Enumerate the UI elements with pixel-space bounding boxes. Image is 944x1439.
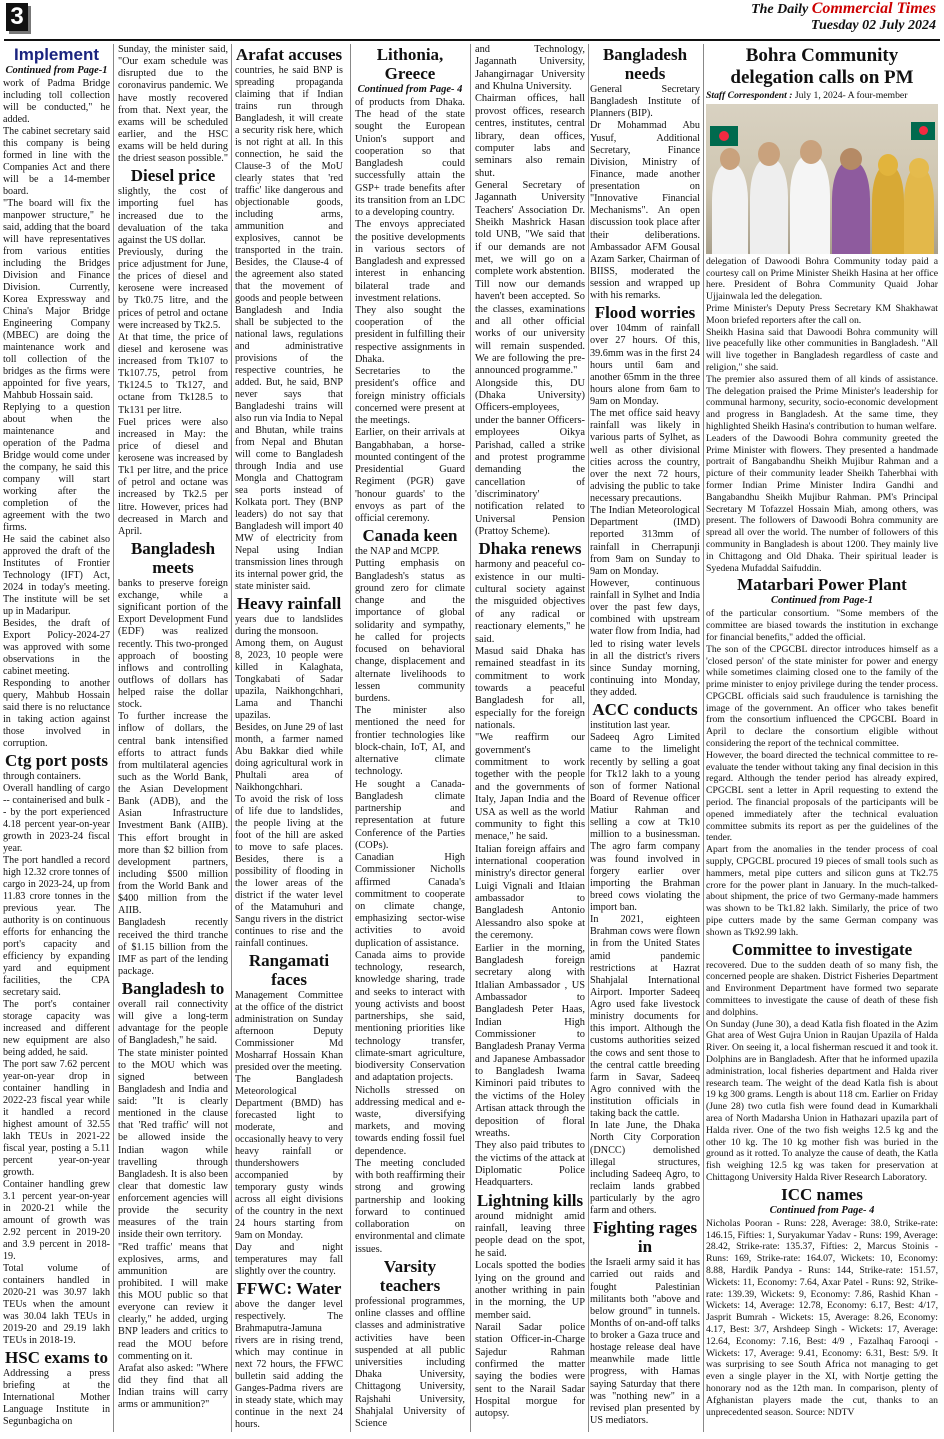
paragraph: They also sought the cooperation of the president in fulfilling their respective assignments in Dhaka. — [355, 304, 465, 365]
paragraph: However, the board directed the technical committee to re-evaluate the tender without taking any final decision in this regard. Although the tender period has already expired, CPGCBL sent a letter in April requesting to extend the period. The financial proposals of the participants will be opened immediately after the technical evaluation committee submits its report as per the guidelines of the tender. — [706, 749, 938, 844]
column-divider — [703, 44, 704, 1432]
paragraph: The cabinet secretary said this company is being formed in line with the Companies Act and there will be a 14-member board. — [3, 126, 110, 197]
bangladesh-flag — [911, 122, 935, 140]
publication-name — [751, 0, 936, 18]
headline-committee-investigate: Committee to investigate — [731, 939, 913, 959]
paragraph: harmony and peaceful co-existence in our multi-cultural society against the misguided objectives of any radical or reactionary elements," he said. — [475, 559, 585, 645]
paragraph: On Sunday (June 30), a dead Katla fish floated in the Azim Ghat area of West Gujra Union in Raujan Upazila of Halda River. On seeing it, a local fisherman rescued it and took it. Dolphins are in Bangladesh. After that he informed upazila administration, local fisheries department and Halda river research team. The weight of the dead Katla fish is about 19 kg 300 grams. Length is about 118 cm. Earlier on Friday (June 28) two cutla fish were found dead in Kumarkhali area of North Madarsha Union in Hathazari upazila part of Halda river. One of the two fish weighs 12.5 kg and the other 10 kg. The 10 kg mother fish was buried in the ground as it rotted. To analyze the cause of death, the Katla fish weighing 12.5 kg was taken for preservation at Chittagong University Halda River Research Laboratory. — [706, 1018, 938, 1183]
person-head — [840, 148, 862, 170]
paragraph: At that time, the price of diesel and kerosene was increased from Tk107 to Tk107.75, petrol from Tk124.5 to Tk127, and octane from Tk128.5 to Tk131 per litre. — [118, 331, 228, 416]
continued-note: Continued from Page- 4 — [769, 1204, 875, 1216]
paragraph: Leaders of the Dawoodi Bohra community greeted the Prime Minister with flowers. They presented a handmade portrait of Bangabandhu Sheikh Mujibur Rahman and a picture of their community leader Sheikh Taherbhai with former Indian Prime Minister Indira Gandhi and Bangabandhu Sheikh Mujibur Rahman. PM's Principal Secretary M Tofazzel Hossain Miah, among others, was present. The followers of Dawoodi Bohra community are spread all over the world. The number of followers of this community in Bangladesh is about 1200. They mainly live in Chittagong and Old Dhaka. Their spiritual leader is Syedena Mufaddal Saifuddin. — [706, 432, 938, 574]
paragraph: Nicholas Pooran - Runs: 228, Average: 38.0, Strike-rate: 146.15, Fifties: 1, Suryakumar Yadav - Runs: 199, Average: 28.42, Strike-rate: 135.37, Fifties: 2, Marcus Stoinis - Runs: 169, Strike-rate: 164.07, Wickets: 10, Economy: 8.88, Hardik Pandya - Runs: 144, Strike-rate: 151.57, Wickets: 11, Economy: 7.64, Axar Patel - Runs: 92, Strike-rate: 139.39, Wickets: 9, Economy: 7.86, Rashid Khan - Wickets: 14, Average: 12.78, Economy: 6.17, Best: 4/17, Jasprit Bumrah - Wickets: 15, Average: 8.26, Economy: 4.17, Best: 3/7, Arshdeep Singh - Wickets: 17, Average: 12.64, Economy: 7.16, Best: 4/9 , Fazalhaq Farooqi - Wickets: 17, Average: 9.41, Economy: 6.31, Best: 5/9. It was surprising to see South Africa not managing to get even a single player in the XI, with Nortje getting the honorary nod as the 12th man. In comparison, plenty of Afghanistan players made the cut, thanks to an unprecedented season. Source: NDTV — [706, 1217, 938, 1418]
paragraph: However, continuous rainfall in Sylhet and India over the past few days, combined with upstream water flow from India, had led to rising water levels in all the district's rivers since Sunday morning, continuing into Monday, they added. — [590, 577, 700, 698]
headline-lithonia-greece: Lithonia, Greece — [376, 45, 444, 83]
paragraph: General Secretary of Jagannath University Teachers' Association Dr. Sheikh Mashrick Hasan told UNB, "We said that if our demands are not met, we will go on a complete work abstention. Till now our demands haven't been accepted. So the classes, examinations and all other official works of our university will remain suspended. We are following the pre-announced programme." — [475, 179, 585, 377]
paragraph: The state minister pointed to the MOU which was signed between Bangladesh and India and said: "It is clearly mentioned in the clause that 'Red traffic' will not be allowed inside the Indian wagon while travelling through Bangladesh. It is also been clear that domestic law enforcement agencies will provide the security measures of the train inside their own territory. — [118, 1047, 228, 1241]
paragraph: the Israeli army said it has carried out raids and fought Palestinian militants both "above and below ground" in tunnels. Months of on-and-off talks to broker a Gaza truce and hostage release deal have meanwhile made little progress, with Hamas saying Saturday that there was "nothing new" in a revised plan presented by US mediators. — [590, 1257, 700, 1426]
paragraph: of products from Dhaka. The head of the state sought the European Union's support and cooperation so that Bangladesh could successfully attain the GSP+ trade benefits after its transition from an LDC to a developing country. — [355, 97, 465, 219]
paragraph — [706, 90, 938, 102]
paragraph: recovered. Due to the sudden death of so many fish, the concerned people are shaken. District Fisheries Department and Environment Department have formed two separate committees to investigate the cause of death of these fish and dolphins. — [706, 959, 938, 1018]
column-1 — [3, 44, 110, 1428]
paragraph: The envoys appreciated the positive developments in various sectors of Bangladesh and expressed interest in enhancing bilateral trade and investment relations. — [355, 219, 465, 304]
paragraph: They also paid tributes to the victims of the attack at Diplomatic Police Headquarters. — [475, 1140, 585, 1189]
paragraph: countries, he said BNP is spreading propaganda claiming that if Indian trains run through Bangladesh, it will create a security risk here, which is not right at all. In this connection, he said the Clause-3 of the MoU clearly states that 'red traffic' like dangerous and objectionable goods, including arms, ammunition and explosives, cannot be transported in the train. Besides, the Clause-4 of the agreement also stated that the movement of goods and people between Bangladesh and India shall be subjected to the national laws, regulations and administrative provisions of the respective countries, he added. But, he said, BNP never says that Bangladeshi trains will also run via India to Nepal and Bhutan, while trains from Nepal and Bhutan will come to Bangladesh through India and use Mongla and Chattogram sea ports instead of Kolkata port. They (BNP leaders) do not say that Bangladesh will import 40 MW of electricity from Nepal using Indian transmission lines through its internal power grid, the state minister said. — [235, 65, 343, 592]
paragraph: In late June, the Dhaka North City Corporation (DNCC) demolished illegal structures, including Sadeeq Agro, to reclaim lands grabbed particularly by the agro farm and others. — [590, 1120, 700, 1217]
headline-bangladesh-to: Bangladesh to — [121, 979, 225, 998]
paragraph: "We reaffirm our government's commitment to work together with the people and the governments of Italy, Japan India and the USA as well as the world community to fight this menace," he said. — [475, 732, 585, 843]
person-head — [720, 148, 740, 170]
paragraph: Besides, on June 29 of last month, a farmer named Abu Bakkar died while doing agricultural work in Phultali area of Naikhongchhari. — [235, 722, 343, 793]
paragraph: Dr Mohammad Abu Yusuf, Additional Secretary, Finance Division, Ministry of Finance, made another presentation on "Innovative Financial Mechanisms". An open discussion took place after their deliberations. Ambassador AFM Gousal Azam Sarker, Chairman of BIISS, moderated the session and wrapped up with his remarks. — [590, 120, 700, 302]
paragraph: The son of the CPGCBL director introduces himself as a 'closed person' of the state minister for power and energy while sometimes claiming closed one to the family of the prime minister to enjoy privilege during the tender process. CPGCBL officials said such fraudulence is tarnishing the image of the government. An officer who takes benefit from the consortium influenced the CPGCBL Board in April to declare the consortium eligible without considering the report of the technical committee. — [706, 643, 938, 750]
paragraph: Nicholls stressed on addressing medical and e-waste, diversifying markets, and moving towards ending fossil fuel dependence. — [355, 1084, 465, 1157]
paragraph: The port's container storage capacity was increased and different new equipment are also being added, he said. — [3, 999, 110, 1058]
column-divider — [231, 44, 232, 1432]
paragraph: of the particular consortium. "Some members of the committee are biased towards the institution in exchange for financial benefits," added the official. — [706, 608, 938, 643]
person-head — [758, 142, 780, 166]
headline-canada-keen: Canada keen — [362, 526, 458, 546]
headline-fighting-rages: Fighting rages in — [592, 1218, 698, 1257]
headline-hsc-exams: HSC exams to — [5, 1348, 108, 1367]
paragraph: around midnight amid rainfall, leaving three people dead on the spot, he said. — [475, 1210, 585, 1259]
issue-date: Tuesday 02 July 2024 — [810, 18, 936, 33]
headline-varsity-teachers: Varsity teachers — [379, 1256, 441, 1295]
paragraph: Management Committee at the office of the district administration on Sunday afternoon Deputy Commissioner Md Mosharraf Hossain Khan presided over the meeting. — [235, 990, 343, 1073]
paragraph: Replying to a question about when the maintenance and operation of the Padma Bridge would come under the company, he said this company will start working after the completion of the agreement with the two firms. — [3, 402, 110, 533]
paragraph: slightly, the cost of importing fuel has increased due to the devaluation of the taka against the US dollar. — [118, 186, 228, 246]
paragraph: Bangladesh recently received the third tranche of $1.15 billion from the IMF as part of the lending package. — [118, 917, 228, 977]
news-photo — [706, 104, 938, 254]
headline-bangladesh-needs: Bangladesh needs — [602, 45, 688, 83]
continued-note: Continued from Page-1 — [770, 595, 874, 607]
paragraph: Among them, on August 8, 2023, 10 people were killed in Kalaghata, Tongkabati of Sadar upazila, Naikhongchhari, Lama and Thanchi upazilas. — [235, 638, 343, 721]
headline-lightning-kills: Lightning kills — [476, 1190, 584, 1210]
headline-bangladesh-meets: Bangladesh meets — [130, 538, 216, 577]
flag-disc — [719, 131, 729, 141]
column-5 — [475, 44, 585, 1421]
paragraph: In 2021, eighteen Brahman cows were flown in from the United States amid pandemic restrictions at Hazrat Shahjalal International Airport. Importer Sadeeq Agro used fake livestock ministry documents for this import. Although the customs authorities seized the cows and sent those to the central cattle breeding farm in Savar, Sadeeq Agro connived with the institution officials in taking back the cattle. — [590, 914, 700, 1120]
paragraph: The port saw 7.62 percent year-on-year drop in container handling in 2022-23 fiscal year while it handled a record highest amount of 32.55 lakh TEUs in 2021-22 fiscal year, posting a 5.11 percent year-on-year growth. — [3, 1059, 110, 1178]
paragraph: Chairman offices, hall provost offices, research centres, institutes, central library, dean offices, computer labs and seminars also remain shut. — [475, 93, 585, 179]
paragraph: The premier also assured them of all kinds of assistance. The delegation praised the Prime Minister's leadership for communal harmony, security, socio-economic development and progress in Bangladesh. At the same time, they highlighted Sheikh Hasina's contribution to human welfare. — [706, 373, 938, 432]
person-figure — [790, 156, 830, 254]
paragraph: above the danger level respectively. The Brahmaputra-Jamuna rivers are in rising trend, which may continue in next 72 hours, the FFWC bulletin said adding the Ganges-Padma rivers are in steady state, which may continue in the next 24 hours. — [235, 1299, 343, 1430]
person-figure — [712, 164, 748, 254]
paragraph: Sunday, the minister said, "Our exam schedule was disrupted due to the coronavirus pandemic. We have mostly recovered from that. Next year, the exams will be scheduled earlier, and the HSC exams will be held during the driest season possible." — [118, 44, 228, 165]
continued-note: Continued from Page-1 — [5, 65, 108, 76]
headline-implement: Implement — [13, 45, 100, 64]
paragraph: Italian foreign affairs and international cooperation ministry's director general Luigi Vignali and Itlaian ambassador to Bangladesh Antonio Alessandro also spoke at the ceremony. — [475, 843, 585, 942]
headline-arafat-accuses: Arafat accuses — [235, 45, 343, 64]
paragraph: The minister also mentioned the need for frontier technologies like block-chain, IoT, AI, and alternative climate technology. — [355, 705, 465, 778]
paragraph: overall rail connectivity will give a long-term advantage for the people of Bangladesh," he said. — [118, 999, 228, 1047]
paragraph: Overall handling of cargo -- containerised and bulk -- by the port experienced 4.18 percent year-on-year growth in 2023-24 fiscal year. — [3, 783, 110, 854]
paragraph: Arafat also asked: "Where did they find that all Indian trains will carry arms or ammunition?" — [118, 1362, 228, 1411]
paragraph: professional programmes, online classes and offline classes and administrative activities have been suspended at all public universities including Dhaka University, Chittagong University, Rajshahi University, Shahjalal University of Science — [355, 1295, 465, 1430]
paragraph: the NAP and MCPP. — [355, 546, 440, 558]
masthead — [751, 0, 936, 34]
paragraph: "The board will fix the manpower structure," he said, adding that the board will have representatives from various entities including the Bridges Division and Finance Division. Currently, Korea Expressway and China's Major Bridge Engineering Company (MBEC) are doing the maintenance work and toll collection of the bridges as the firms were appointed for five years, Mahbub Hossain said. — [3, 198, 110, 401]
paragraph: The met office said heavy rainfall was likely in various parts of Sylhet, as well as other divisional cities across the country, over the next 72 hours, advising the public to take necessary precautions. — [590, 408, 700, 504]
paragraph: Secretaries to the president's office and foreign ministry officials concerned were present at the meetings. — [355, 366, 465, 427]
column-7 — [706, 44, 938, 1418]
paragraph: over 104mm of rainfall over 27 hours. Of this, 39.6mm was in the first 24 hours until 6am and another 65mm in the three hours alone from 6am to 9am on Monday. — [590, 323, 700, 407]
publication-prefix: The Daily — [751, 2, 809, 17]
column-4 — [355, 44, 465, 1430]
paragraph: Besides, the draft of Export Policy-2024-27 was approved with some observations in the cabinet meeting. — [3, 618, 110, 677]
headline-acc-conducts: ACC conducts — [592, 700, 698, 720]
column-6 — [590, 44, 700, 1427]
bangladesh-flag — [710, 126, 738, 146]
column-divider — [350, 44, 351, 1432]
paragraph: Earlier in the morning, Bangladesh foreign secretary along with Itlalian Ambassador , US Ambassador to Bangladesh Peter Haas, Indian High Commissioner to Bangladesh Pranay Verma and Japanese Ambassador to Bangladesh Iwama Kiminori paid tributes to the victims of the Holey Artisan attack through the deposition of floral wreaths. — [475, 942, 585, 1139]
paragraph: He sought a Canada-Bangladesh climate partnership and representation at future Conference of the Parties (COPs). — [355, 778, 465, 851]
dateline: July 1, 2024- A four-member — [792, 90, 908, 101]
paragraph: Locals spotted the bodies lying on the ground and another writhing in pain in the morning, the UP member said. — [475, 1260, 585, 1321]
headline-icc-names: ICC names — [781, 1184, 863, 1204]
headline-rangamati-faces: Rangamati faces — [248, 951, 330, 989]
paragraph: Masud said Dhaka has remained steadfast in its commitment to work towards a peaceful Bangladesh for all, especially for the foreign nationals. — [475, 645, 585, 732]
headline-ctg-port: Ctg port posts — [5, 751, 108, 770]
person-figure — [872, 166, 904, 254]
paragraph: Prime Minister's Deputy Press Secretary KM Shakhawat Moon briefed reporters after the call on. — [706, 302, 938, 326]
person-head — [878, 154, 898, 176]
headline-ffwc-water: FFWC: Water — [236, 1279, 342, 1298]
continued-note: Continued from Page- 4 — [357, 84, 463, 95]
paragraph: "Red traffic' means that explosives, arms, and ammunition are prohibited. I will make this MOU public so that everyone can review it clearly," he added, urging BNP leaders and critics to read the MOU before commenting on it. — [118, 1241, 228, 1362]
column-divider — [588, 44, 589, 1432]
paragraph: Addressing a press briefing at the International Mother Language Institute in Segunbagicha on — [3, 1368, 110, 1427]
paragraph: work of Padma Bridge including toll collection will be conducted," he added. — [3, 78, 110, 125]
paragraph: The Indian Meteorological Department (IMD) reported 313mm of rainfall in Cherrapunji from 9am on Sunday to 9am on Monday. — [590, 505, 700, 577]
person-figure — [904, 168, 934, 254]
paragraph: Sadeeq Agro Limited came to the limelight recently by selling a goat for Tk12 lakh to a young son of former National Board of Revenue officer Matiur Rahman and selling a cow at Tk10 million to a businessman. The agro farm company was found involved in forgery earlier over importing the Brahman breed cows violating the import ban. — [590, 732, 700, 913]
headline-dhaka-renews: Dhaka renews — [478, 539, 582, 559]
paragraph: Container handling grew 3.1 percent year-on-year in 2020-21 while the amount of growth was 2.92 percent in 2019-20 and 3.9 percent in 2018-19. — [3, 1179, 110, 1262]
page-header — [0, 0, 944, 40]
paragraph: Previously, during the price adjustment for June, the prices of diesel and kerosene were increased by Tk0.75 litre, and the prices of petrol and octane were increased by Tk2.5. — [118, 246, 228, 331]
flag-disc — [919, 126, 928, 135]
paragraph: Day and night temperatures may fall slightly over the country. — [235, 1242, 343, 1277]
paragraph: The port handled a record high 12.32 crore tonnes of cargo in 2023-24, up from 11.83 crore tonnes in the previous year. The authority is on continuous efforts for enhancing the port's capacity and efficiency by expanding yard and equipment facilities, the CPA secretary said. — [3, 855, 110, 998]
paragraph: Sheikh Hasina said that Dawoodi Bohra community will live peacefully like other communities in Bangladesh. "All will live together in Bangladesh regardless of caste and religion," she said. — [706, 326, 938, 373]
paragraph: To avoid the risk of loss of life due to landslides, the people living at the foot of the hill are asked to move to safe places. Besides, there is a possibility of flooding in the lower areas of the district if the water level of the Matamuhuri and Sangu rivers in the district continues to rise and the rainfall continues. — [235, 794, 343, 949]
paragraph: through containers. — [3, 771, 81, 782]
paragraph: Canadian High Commissioner Nicholls affirmed Canada's commitment to cooperate on climate change, emphasizing sector-wise activities to avoid duplication of assistance. — [355, 852, 465, 949]
column-3 — [235, 44, 343, 1431]
person-figure — [750, 159, 788, 254]
headline-bohra-community: Bohra Community delegation calls on PM — [730, 45, 914, 88]
paragraph: Apart from the anomalies in the tender process of coal supply, CPGCBL procured 19 pieces of small tools such as hammers, metal pipe cutters and silicon guns at Tk2.75 crore for the power plant in January. In the much-talked-about shipment, the price of two Germany-made hammers was shown to be Tk1.82 lakh. Similarly, the price of two pipe cutters made by the same German company was shown as Tk92.99 lakh. — [706, 844, 938, 938]
paragraph: General Secretary Bangladesh Institute of Planners (BIP). — [590, 84, 700, 120]
paragraph: The meeting concluded with both reaffirming their strong and growing partnership and looking forward to continued collaboration on environmental and climate issues. — [355, 1157, 465, 1255]
headline-flood-worries: Flood worries — [594, 303, 696, 323]
byline: Staff Correspondent : — [706, 90, 793, 101]
paragraph: To further increase the inflow of dollars, the central bank intensified efforts to attract funds from multilateral agencies such as the World Bank, the Asian Development Bank (ADB), and the Asian Infrastructure Investment Bank (AIIB). This effort brought in more than $2 billion from development partners, including $500 million from the World Bank and $400 million from the AIIB. — [118, 711, 228, 917]
paragraph: He said the cabinet also approved the draft of the Institutes of Frontier Technology (IFT) Act, 2024 in today's meeting. The institute will be set up in Madaripur. — [3, 534, 110, 617]
paragraph: institution last year. — [590, 720, 671, 732]
paragraph: and Technology, Jagannath University, Jahangirnagar University and Khulna University. — [475, 44, 585, 93]
paragraph: years due to landslides during the monsoon. — [235, 614, 343, 637]
paragraph: delegation of Dawoodi Bohra Community today paid a courtesy call on Prime Minister Sheikh Hasina at her office here. President of Bohra Community Quaid Johar Ujjainwala led the delegation. — [706, 255, 938, 303]
person-head — [909, 158, 929, 178]
headline-matarbari: Matarbari Power Plant — [737, 575, 907, 595]
person-head — [800, 140, 822, 164]
paragraph: Earlier, on their arrivals at Bangabhaban, a horse-mounted contingent of the Presidential Guard Regiment (PGR) gave 'honour guards' to the envoys as part of the official ceremony. — [355, 427, 465, 524]
person-figure — [832, 162, 870, 254]
paragraph: Putting emphasis on Bangladesh's status as ground zero for climate change and the importance of global solidarity and sympathy, he called for projects focused on behavioral change, displacement and alternate livelihoods to lessen community burdens. — [355, 558, 465, 705]
paragraph: banks to preserve foreign exchange, while a significant portion of the Export Development Fund (EDF) was realized recently. This two-pronged approach of boosting inflows and controlling outflows of dollars has helped raise the dollar stock. — [118, 577, 228, 711]
paragraph: The Bangladesh Meteorological Department (BMD) has forecasted light to moderate, and occasionally heavy to very heavy rainfall or thundershowers accompanied by temporary gusty winds across all eight divisions of the country in the next 24 hours starting from 9am on Monday. — [235, 1074, 343, 1241]
paragraph: Alongside this, DU (Dhaka University) Officers-employees, under the banner Officers-employees Oikya Parishad, called a strike and protest programme demanding the cancellation of 'discriminatory' notification related to Universal Pension (Prattoy Scheme). — [475, 377, 585, 538]
paragraph: Responding to another query, Mahbub Hossain said there is no reluctance in taking action against those involved in corruption. — [3, 678, 110, 749]
column-2 — [118, 44, 228, 1411]
page-number: 3 — [6, 3, 28, 31]
column-divider — [470, 44, 471, 1432]
publication-title: Commercial Times — [811, 0, 936, 17]
headline-heavy-rainfall: Heavy rainfall — [236, 594, 342, 613]
paragraph: Total volume of containers handled in 2020-21 was 30.97 lakh TEUs when the amount was 30.04 lakh TEUs in 2019-20 and 29.19 lakh TEUs in 2018-19. — [3, 1263, 110, 1346]
paragraph: Canada aims to provide technology, research, knowledge sharing, trade and seeks to interact with young activists and boost partnerships, she said, mentioning priorities like technology transfer, climate-smart agriculture, biodiversity Conservation and adaptation projects. — [355, 949, 465, 1084]
header-rule — [4, 39, 940, 41]
paragraph: Fuel prices were also increased in May: the price of diesel and kerosene was increased by Tk1 per litre, and the price of petrol and octane was increased by Tk2.5 per litre. However, prices had decreased in March and April. — [118, 416, 228, 537]
paragraph: Narail Sadar police station Officer-in-Charge Sajedur Rahman confirmed the matter saying the bodies were sent to the Narail Sadar Hospital morgue for autopsy. — [475, 1321, 585, 1420]
column-divider — [113, 44, 114, 1432]
headline-diesel-price: Diesel price — [130, 166, 216, 186]
